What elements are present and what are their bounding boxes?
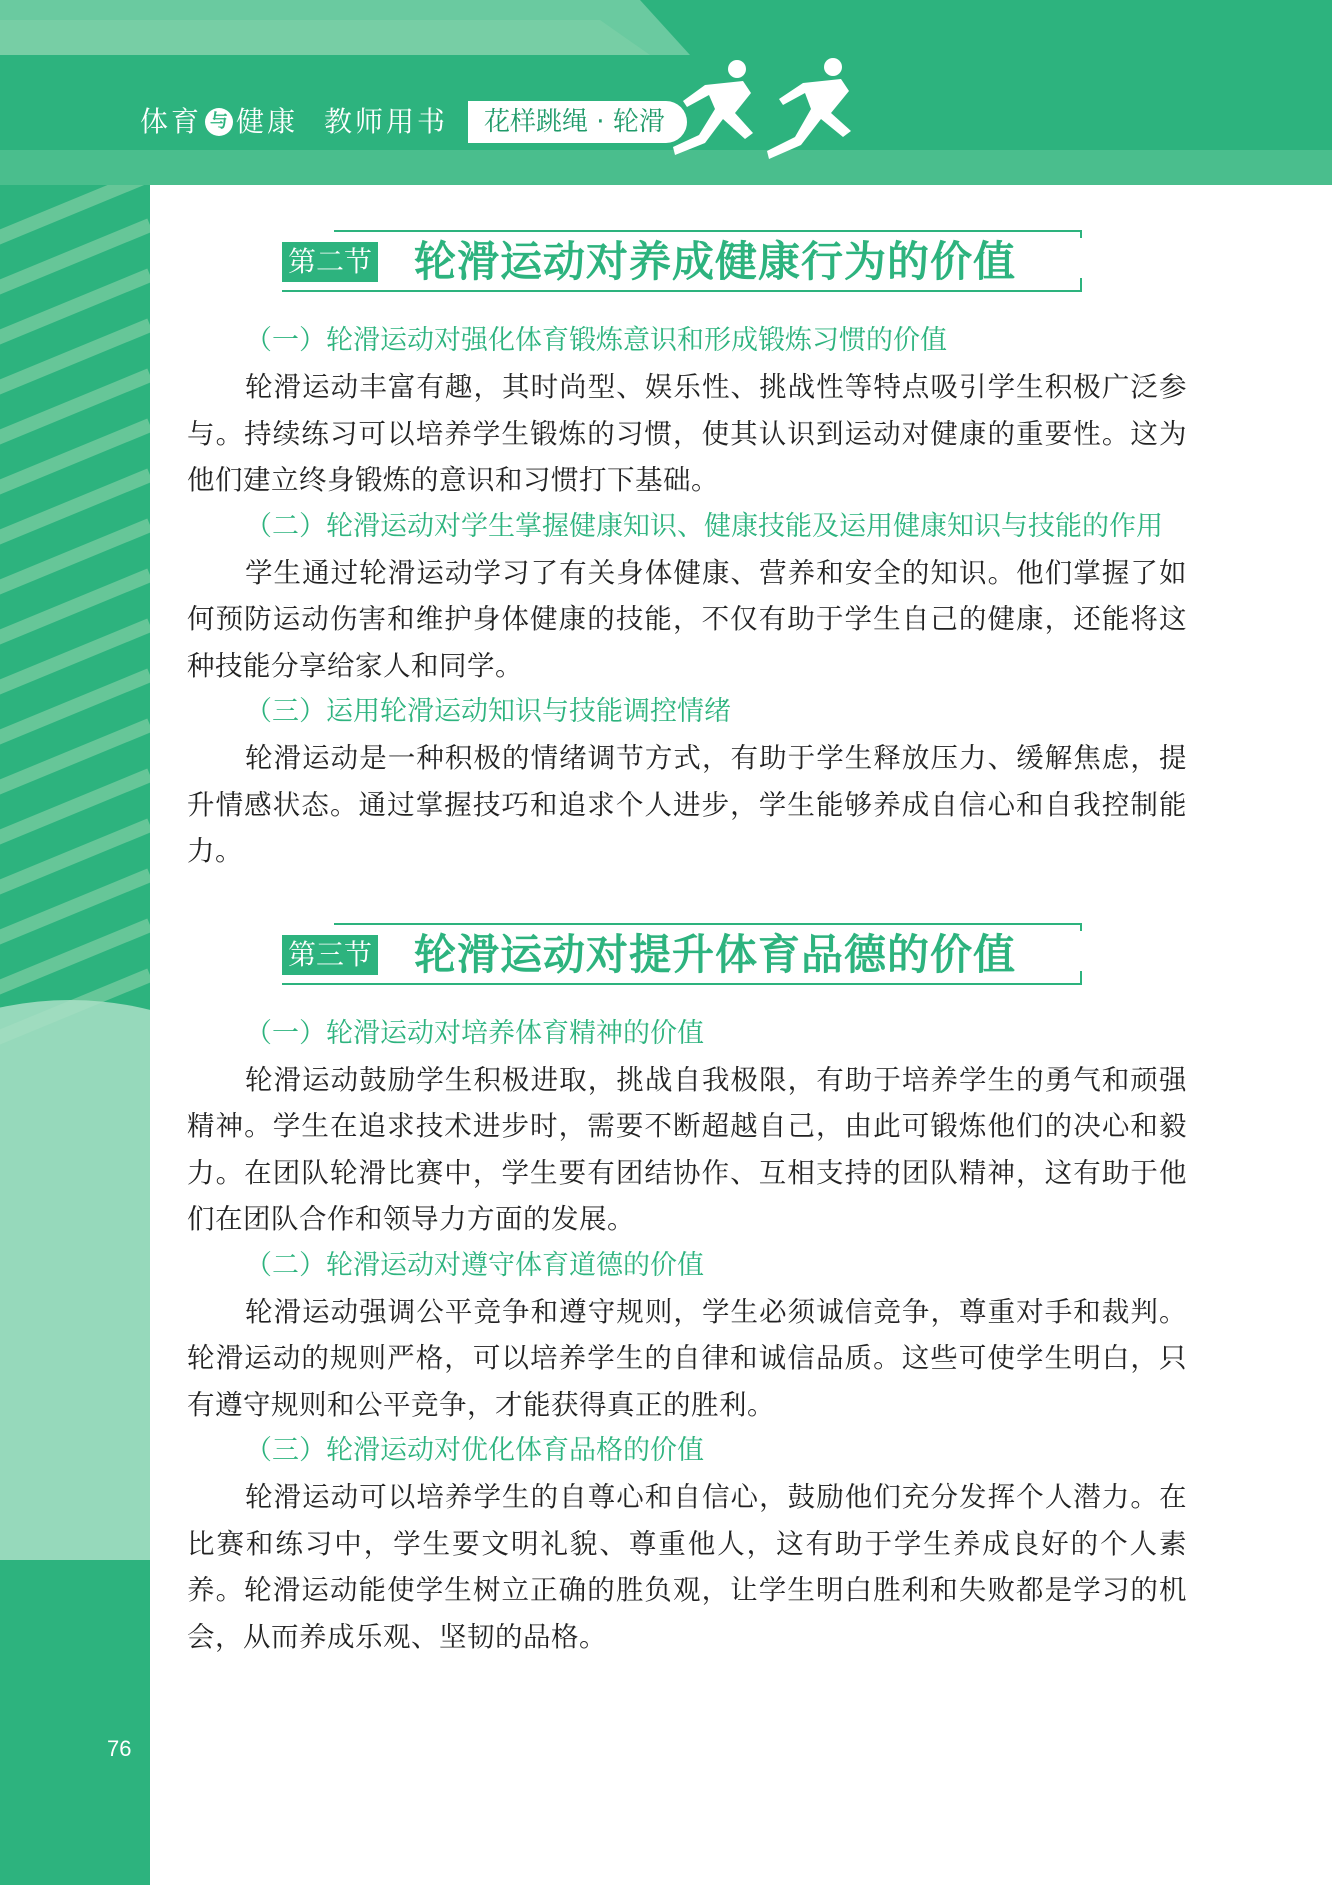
subsection-title: （一）轮滑运动对强化体育锻炼意识和形成锻炼习惯的价值 bbox=[245, 325, 947, 356]
section-title-block bbox=[282, 230, 1082, 292]
book-name-part2: 健康 bbox=[236, 105, 299, 138]
page-number: 76 bbox=[107, 1736, 132, 1761]
paragraph: 轮滑运动鼓励学生积极进取，挑战自我极限，有助于培养学生的勇气和顽强精神。学生在追求技术进步时，需要不断超越自己，由此可锻炼他们的决心和毅力。在团队轮滑比赛中，学生要有团结协作、互相支持的团队精神，这有助于他们在团队合作和领导力方面的发展。 bbox=[187, 1063, 1187, 1235]
paragraph: 轮滑运动强调公平竞争和遵守规则，学生必须诚信竞争，尊重对手和裁判。轮滑运动的规则严格，可以培养学生的自律和诚信品质。这些可使学生明白，只有遵守规则和公平竞争，才能获得真正的胜利。 bbox=[187, 1295, 1187, 1421]
paragraph: 轮滑运动丰富有趣，其时尚型、娱乐性、挑战性等特点吸引学生积极广泛参与。持续练习可以培养学生锻炼的习惯，使其认识到运动对健康的重要性。这为他们建立终身锻炼的意识和习惯打下基础。 bbox=[187, 371, 1187, 496]
paragraph: 轮滑运动可以培养学生的自尊心和自信心，鼓励他们充分发挥个人潜力。在比赛和练习中，学生要文明礼貌、尊重他人，这有助于学生养成良好的个人素养。轮滑运动能使学生树立正确的胜负观，让学生明白胜利和失败都是学习的机会，从而养成乐观、坚韧的品格。 bbox=[187, 1481, 1187, 1653]
subsection-title: （二）轮滑运动对遵守体育道德的价值 bbox=[245, 1249, 704, 1281]
section-title-block bbox=[282, 923, 1082, 985]
section-label: 第二节 bbox=[282, 242, 378, 282]
running-figures-icon bbox=[665, 55, 885, 165]
chapter-tag: 花样跳绳 · 轮滑 bbox=[468, 101, 687, 143]
subsection-title: （三）运用轮滑运动知识与技能调控情绪 bbox=[245, 696, 731, 727]
paragraph: 轮滑运动是一种积极的情绪调节方式，有助于学生释放压力、缓解焦虑，提升情感状态。通过掌握技巧和追求个人进步，学生能够养成自信心和自我控制能力。 bbox=[187, 742, 1187, 867]
section-2 bbox=[187, 230, 1187, 875]
section-heading: 轮滑运动对养成健康行为的价值 bbox=[414, 237, 1017, 286]
content-column bbox=[187, 185, 1187, 1660]
section-3 bbox=[187, 923, 1187, 1661]
section-label: 第三节 bbox=[282, 935, 378, 975]
book-name-badge: 与 bbox=[205, 108, 233, 136]
section-heading: 轮滑运动对提升体育品德的价值 bbox=[414, 929, 1017, 979]
book-header bbox=[140, 100, 687, 144]
paragraph: 学生通过轮滑运动学习了有关身体健康、营养和安全的知识。他们掌握了如何预防运动伤害和维护身体健康的技能，不仅有助于学生自己的健康，还能将这种技能分享给家人和同学。 bbox=[187, 556, 1187, 682]
subsection-title: （三）轮滑运动对优化体育品格的价值 bbox=[245, 1435, 704, 1466]
subsection-title: （一）轮滑运动对培养体育精神的价值 bbox=[245, 1017, 704, 1049]
book-role: 教师用书 bbox=[324, 105, 449, 138]
page-body bbox=[150, 185, 1332, 1885]
subsection-title: （二）轮滑运动对学生掌握健康知识、健康技能及运用健康知识与技能的作用 bbox=[245, 510, 1163, 542]
book-name-part1: 体育 bbox=[140, 105, 203, 138]
